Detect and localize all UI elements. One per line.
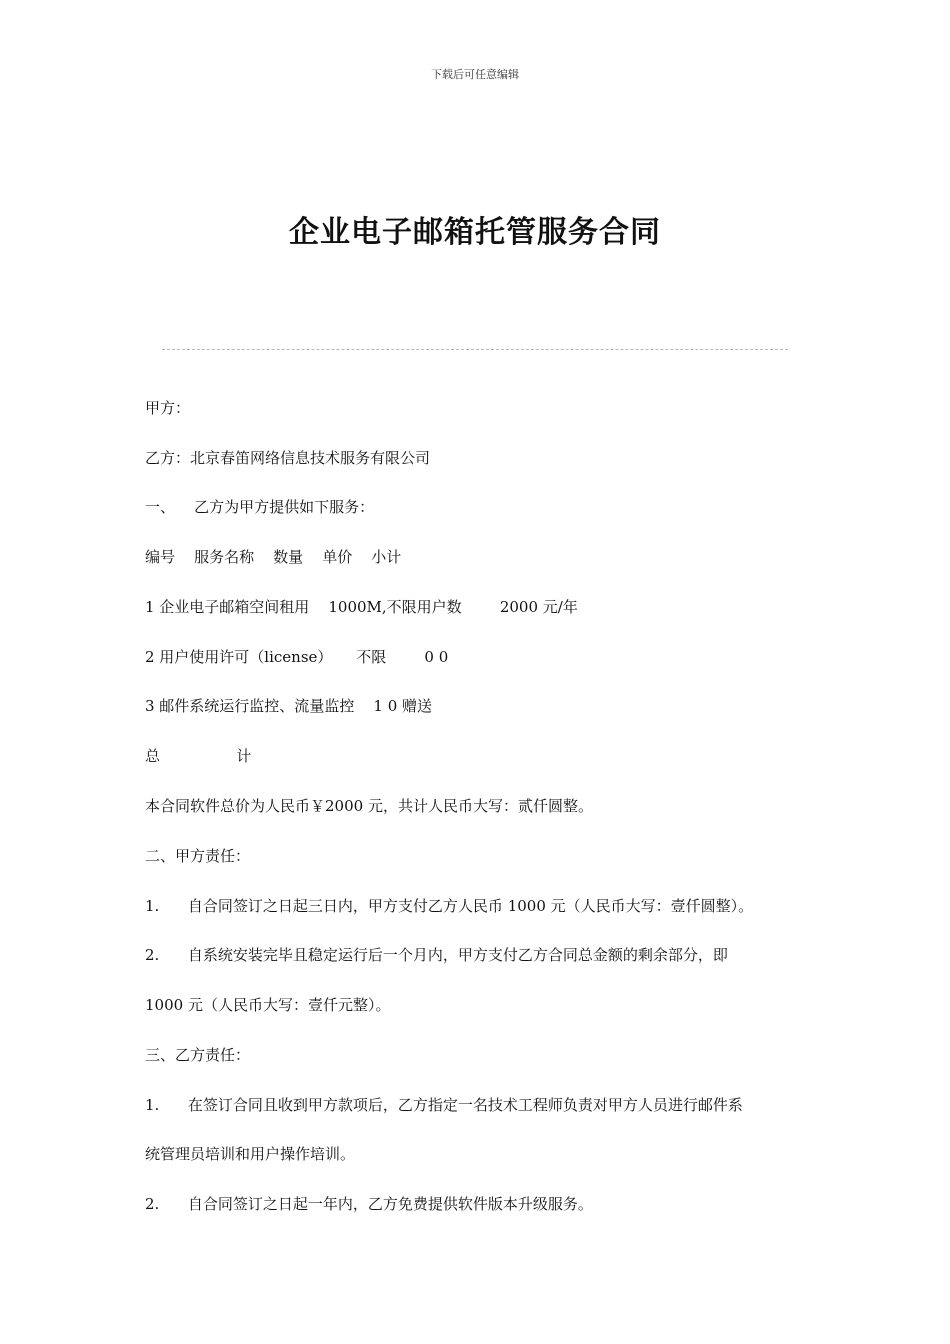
contract-title: 企业电子邮箱托管服务合同 <box>289 215 661 250</box>
dashed-divider <box>162 349 788 350</box>
party-a-duty-1: 1. 自合同签订之日起三日内，甲方支付乙方人民币 1000 元（人民币大写：壹仟圆整）。 <box>145 897 754 915</box>
header-note: 下载后可任意编辑 <box>431 68 519 81</box>
service-row-3: 3 邮件系统运行监控、流量监控 1 0 赠送 <box>145 697 433 715</box>
party-b-duty-1-cont: 统管理员培训和用户操作培训。 <box>145 1145 356 1163</box>
party-b-duty-1: 1. 在签订合同且收到甲方款项后，乙方指定一名技术工程师负责对甲方人员进行邮件系 <box>145 1096 743 1114</box>
section-3-heading: 三、乙方责任： <box>145 1046 251 1064</box>
party-a-duty-2-cont: 1000 元（人民币大写：壹仟元整）。 <box>145 996 391 1014</box>
total-price-paragraph: 本合同软件总价为人民币￥2000 元，共计人民币大写：贰仟圆整。 <box>145 797 593 815</box>
service-table-header: 编号 服务名称 数量 单价 小计 <box>145 548 402 566</box>
service-total-row: 总 计 <box>145 747 252 765</box>
party-a-duty-2: 2. 自系统安装完毕且稳定运行后一个月内，甲方支付乙方合同总金额的剩余部分，即 <box>145 946 728 964</box>
party-b-duty-2: 2. 自合同签订之日起一年内，乙方免费提供软件版本升级服务。 <box>145 1195 593 1213</box>
party-a-line: 甲方： <box>145 399 191 417</box>
service-row-2: 2 用户使用许可（license） 不限 0 0 <box>145 648 449 666</box>
party-b-line: 乙方：北京春笛网络信息技术服务有限公司 <box>145 449 431 467</box>
section-2-heading: 二、甲方责任： <box>145 847 251 865</box>
service-row-1: 1 企业电子邮箱空间租用 1000M,不限用户数 2000 元/年 <box>145 598 578 616</box>
section-1-heading: 一、 乙方为甲方提供如下服务： <box>145 498 375 516</box>
